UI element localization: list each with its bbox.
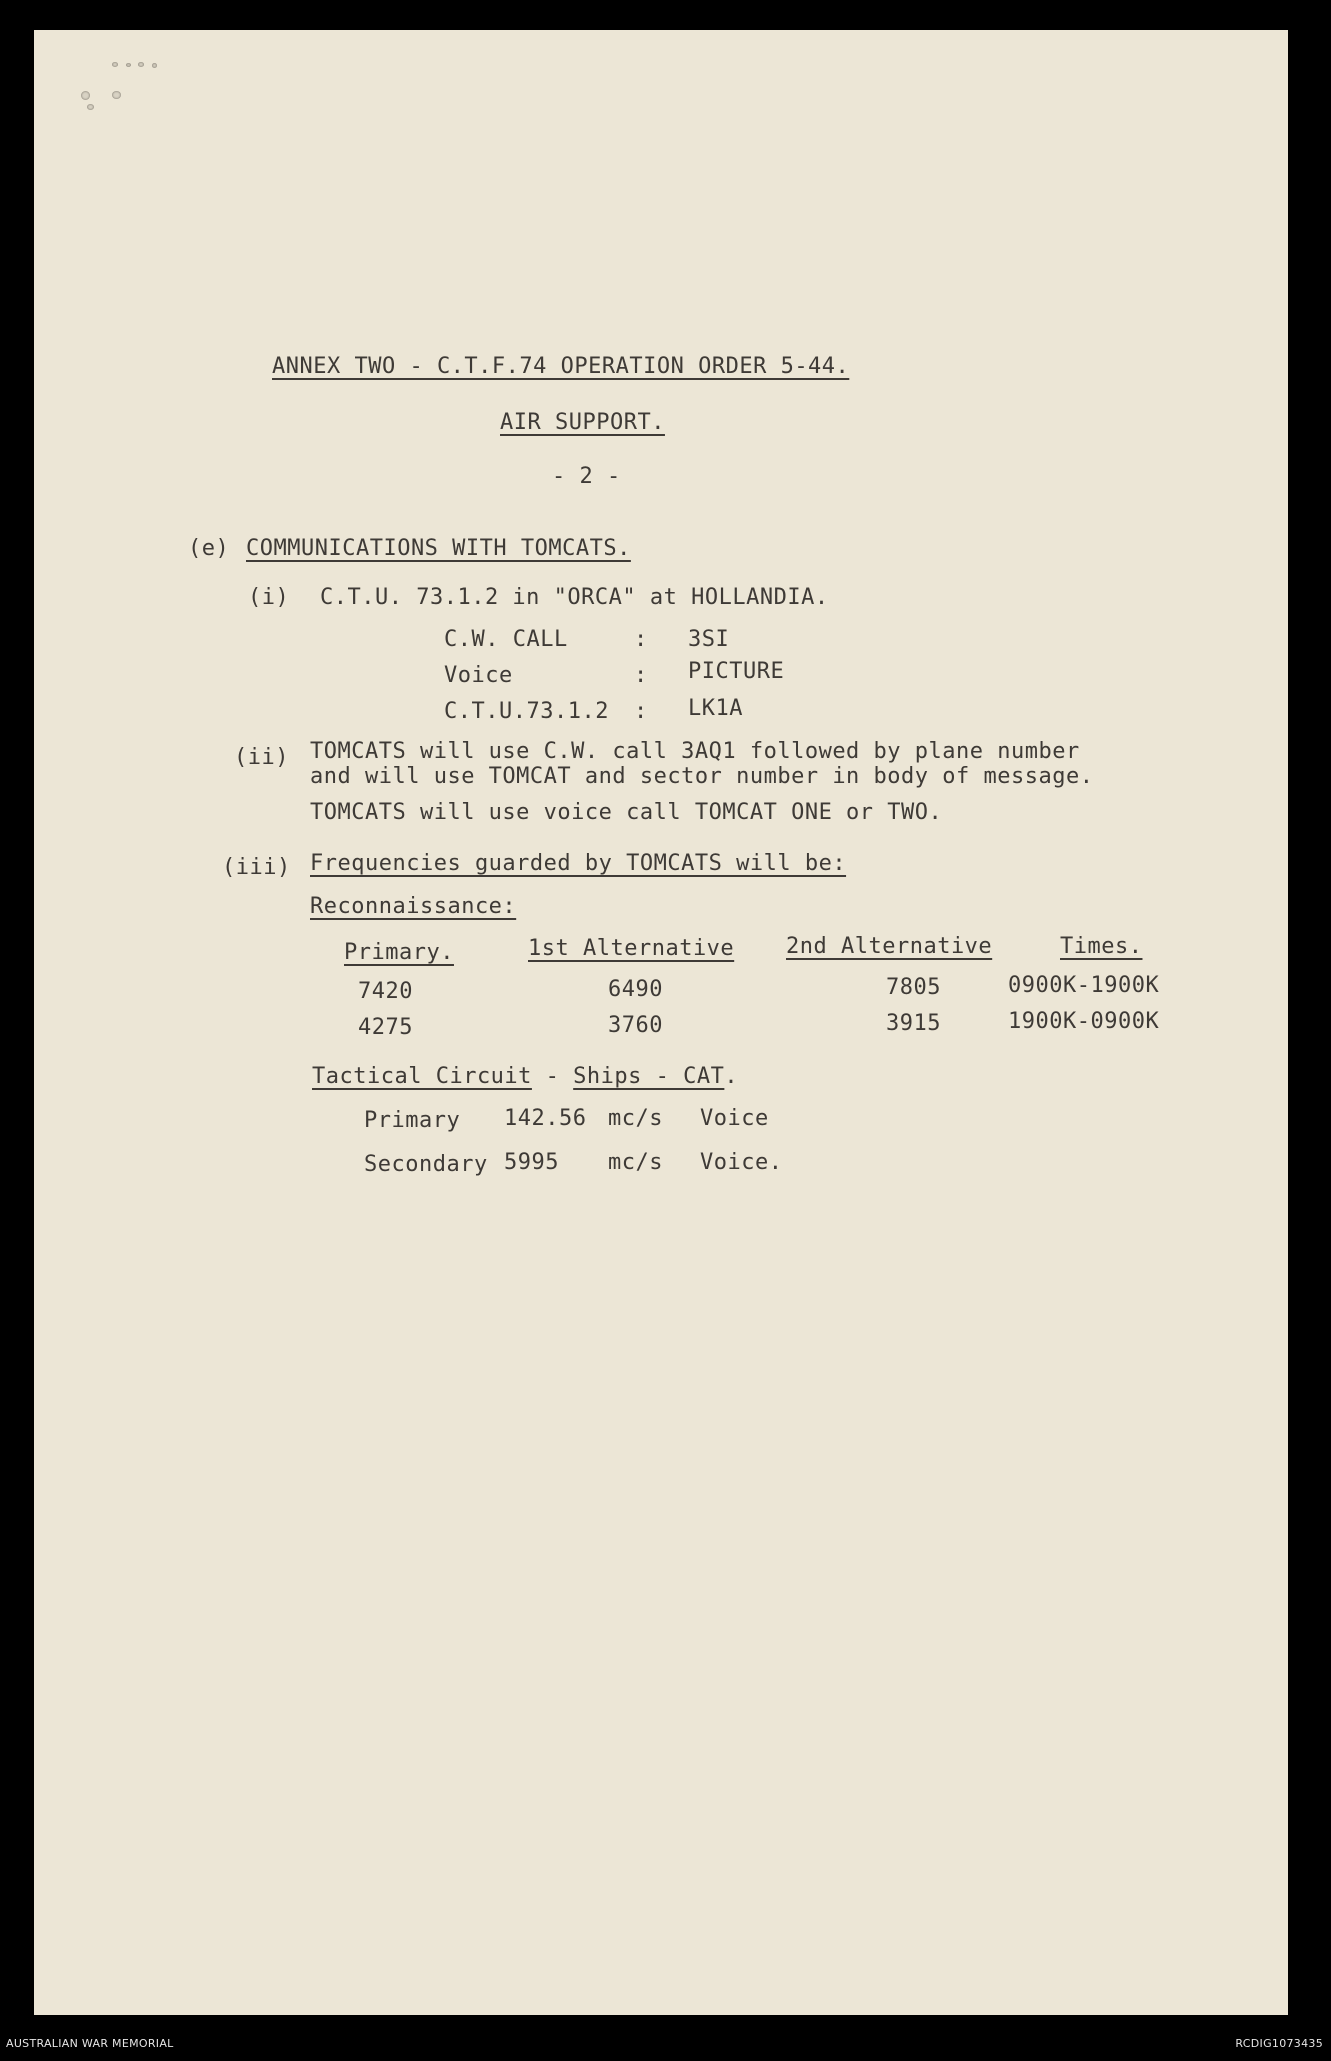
- subject-title: AIR SUPPORT.: [500, 410, 665, 435]
- table-cell: 3760: [608, 1013, 663, 1038]
- table-cell: 0900K-1900K: [1008, 973, 1160, 998]
- tactical-heading-part: -: [531, 1064, 574, 1089]
- tactical-primary-unit: mc/s: [608, 1106, 663, 1131]
- tactical-heading-part: Tactical Circuit: [312, 1064, 532, 1089]
- tactical-primary-label: Primary: [364, 1108, 461, 1133]
- table-cell: 4275: [358, 1015, 413, 1040]
- call-value: PICTURE: [688, 659, 785, 684]
- punch-hole-mark: [112, 91, 121, 99]
- item-ii-line: TOMCATS will use C.W. call 3AQ1 followed by plane number: [310, 739, 1080, 764]
- document-page: [34, 30, 1288, 2015]
- item-ii-line: and will use TOMCAT and sector number in body of message.: [310, 764, 1094, 789]
- tactical-primary-mode: Voice: [700, 1106, 769, 1131]
- call-separator: :: [634, 627, 648, 652]
- tactical-secondary-label: Secondary: [364, 1152, 488, 1177]
- punch-hole-mark: [152, 63, 157, 68]
- item-ii-number: (ii): [234, 745, 289, 770]
- table-cell: 7805: [886, 975, 941, 1000]
- tactical-secondary-unit: mc/s: [608, 1150, 663, 1175]
- table-cell: 1900K-0900K: [1008, 1009, 1160, 1034]
- punch-hole-mark: [87, 104, 94, 110]
- table-header: 2nd Alternative: [786, 934, 993, 959]
- punch-hole-mark: [81, 91, 90, 100]
- table-cell: 7420: [358, 979, 413, 1004]
- item-i-text: C.T.U. 73.1.2 in "ORCA" at HOLLANDIA.: [320, 585, 829, 610]
- table-cell: 6490: [608, 977, 663, 1002]
- tactical-secondary-mode: Voice.: [700, 1150, 783, 1175]
- call-separator: :: [634, 699, 648, 724]
- tactical-heading: [312, 1064, 738, 1089]
- section-heading: COMMUNICATIONS WITH TOMCATS.: [246, 536, 631, 561]
- table-header: Primary.: [344, 940, 454, 965]
- item-ii-line: TOMCATS will use voice call TOMCAT ONE or TWO.: [310, 800, 943, 825]
- table-header: 1st Alternative: [528, 936, 735, 961]
- footer-source: AUSTRALIAN WAR MEMORIAL: [6, 2037, 174, 2050]
- item-i-number: (i): [248, 585, 290, 610]
- call-label: C.W. CALL: [444, 627, 568, 652]
- table-header: Times.: [1060, 934, 1143, 959]
- page-number: - 2 -: [552, 464, 621, 489]
- punch-hole-mark: [126, 63, 131, 67]
- punch-hole-mark: [138, 62, 144, 67]
- punch-hole-mark: [112, 62, 118, 67]
- annex-title: ANNEX TWO - C.T.F.74 OPERATION ORDER 5-44.: [272, 354, 850, 379]
- reconnaissance-label: Reconnaissance:: [310, 894, 517, 919]
- call-label: C.T.U.73.1.2: [444, 699, 609, 724]
- tactical-heading-part: .: [724, 1064, 739, 1089]
- footer-id: RCDIG1073435: [1235, 2037, 1323, 2050]
- section-label: (e): [188, 536, 230, 561]
- tactical-primary-freq: 142.56: [504, 1106, 587, 1131]
- call-label: Voice: [444, 663, 513, 688]
- call-value: LK1A: [688, 696, 743, 721]
- table-cell: 3915: [886, 1011, 941, 1036]
- tactical-heading-part: Ships - CAT: [573, 1064, 725, 1089]
- tactical-secondary-freq: 5995: [504, 1150, 559, 1175]
- call-separator: :: [634, 663, 648, 688]
- item-iii-number: (iii): [222, 855, 291, 880]
- call-value: 3SI: [688, 627, 730, 652]
- item-iii-heading: Frequencies guarded by TOMCATS will be:: [310, 851, 847, 876]
